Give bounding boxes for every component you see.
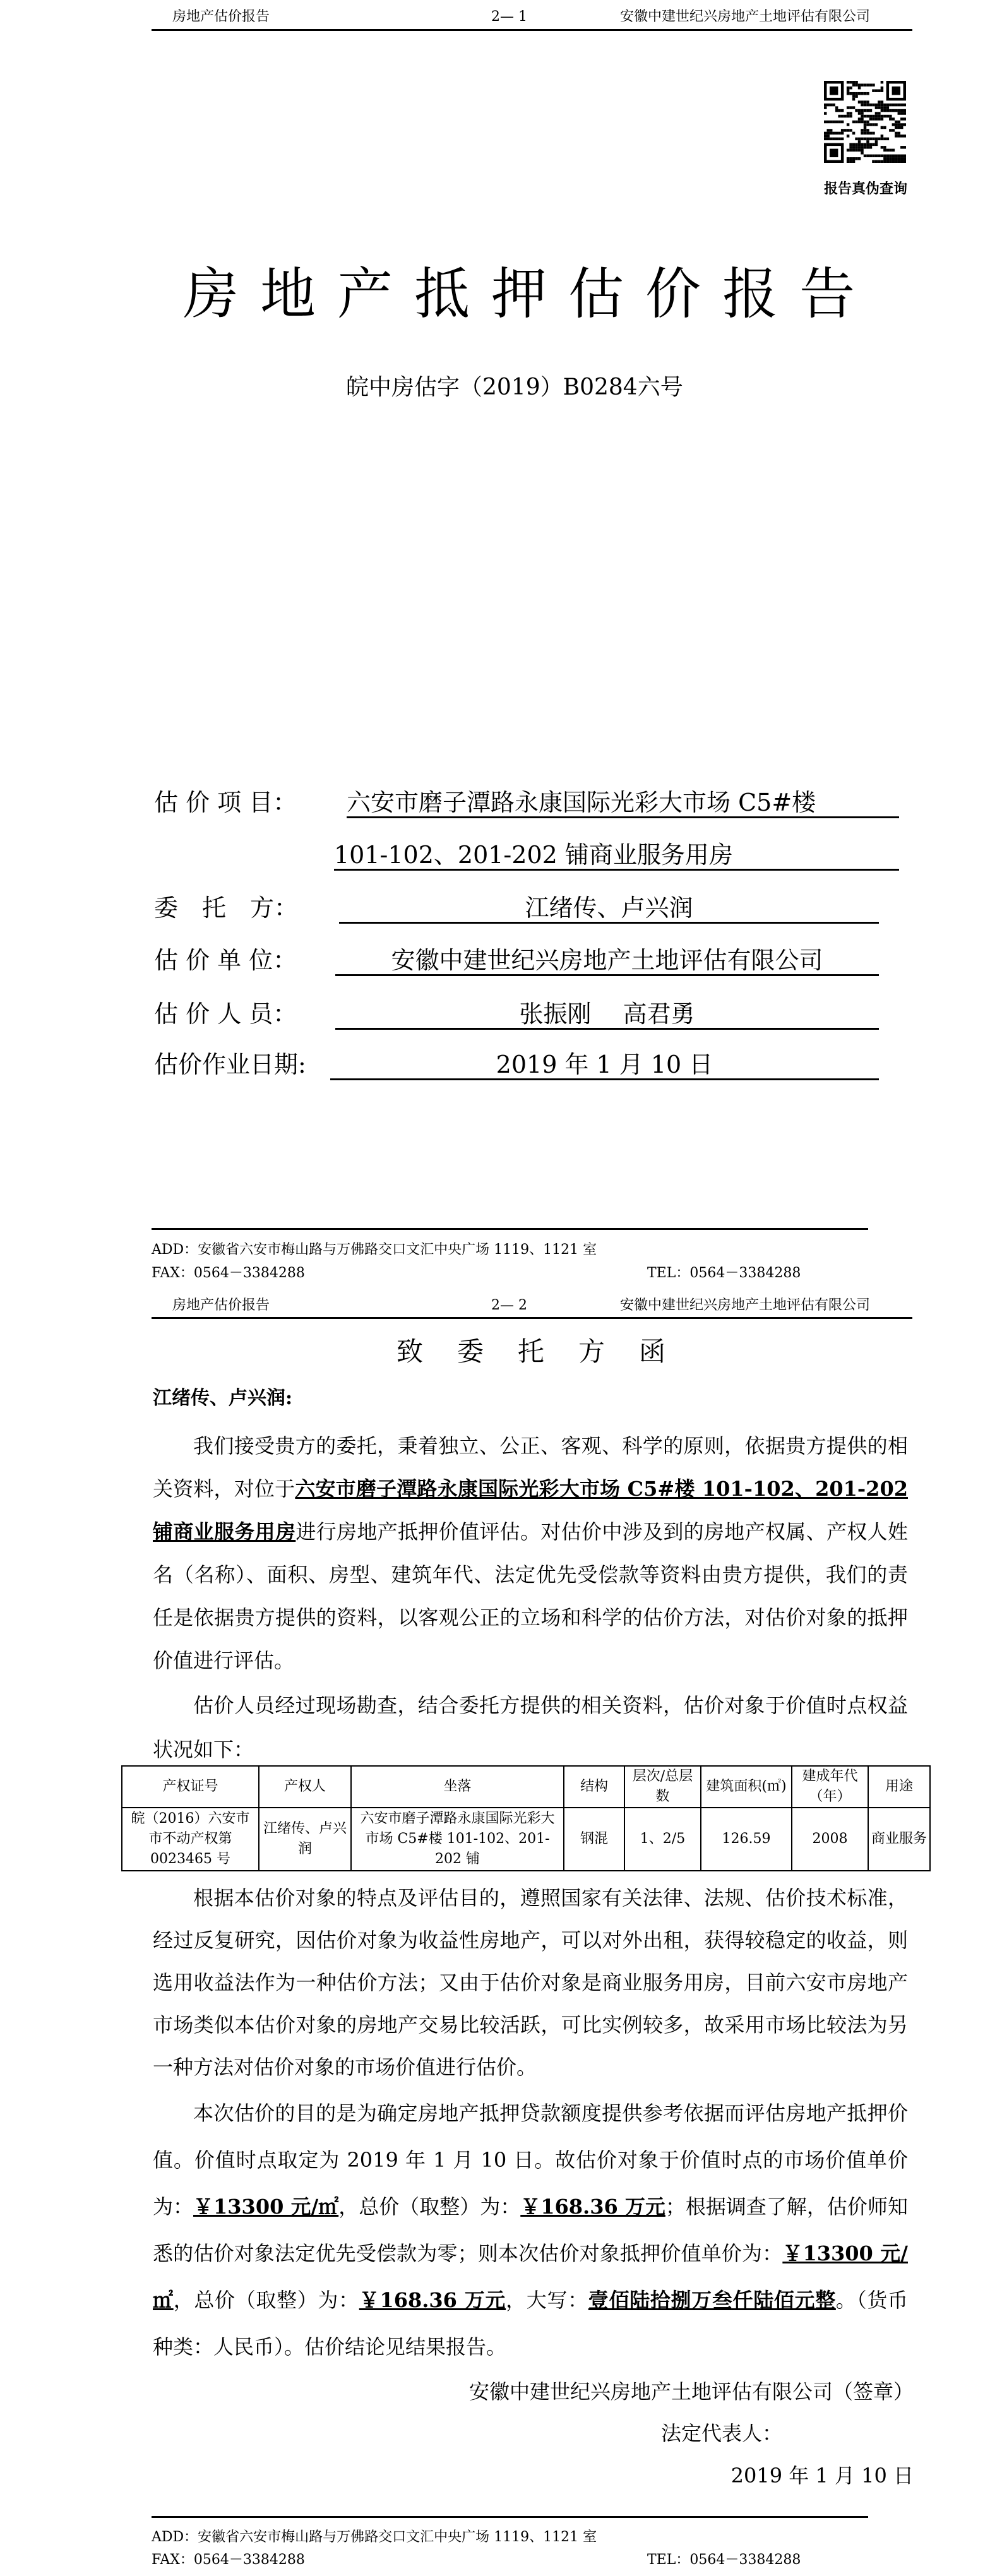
mortgage-unit-price: ￥13300 元/㎡ [153, 2241, 908, 2312]
table-header: 建筑面积(㎡) [701, 1766, 792, 1808]
table-header: 结构 [564, 1766, 624, 1808]
field-value-appraiser-org: 安徽中建世纪兴房地产土地评估有限公司 [335, 946, 879, 976]
table-cell: 126.59 [701, 1808, 792, 1871]
header-company: 安徽中建世纪兴房地产土地评估有限公司 [620, 1297, 871, 1313]
paragraph-methods: 根据本估价对象的特点及评估目的，遵照国家有关法律、法规、估价技术标准，经过反复研究，因估价对象为收益性房地产，可以对外出租，获得较稳定的收益，则选用收益法作为一种估价方法；又由于估价对象是商业服务用房，目前六安市房地产市场类似本估价对象的房地产交易比较活跃，可比实例较多，故采用市场比较法为另一种方法对估价对象的市场价值进行估价。 [153, 1886, 908, 2079]
table-cell: 1、2/5 [624, 1808, 701, 1871]
footer-tel: TEL：0564－3384288 [647, 2552, 801, 2568]
field-label-appraiser-org: 估 价 单 位： [154, 946, 297, 974]
report-number: 皖中房估字（2019）B0284六号 [346, 374, 683, 400]
signature-legal-rep: 法定代表人： [661, 2421, 783, 2445]
table-header: 产权人 [259, 1766, 351, 1808]
table-header-row [122, 1766, 930, 1808]
footer-address: ADD：安徽省六安市梅山路与万佛路交口文汇中央广场 1119、1121 室 [152, 2529, 597, 2545]
footer-rule [152, 1228, 868, 1230]
signature-date: 2019 年 1 月 10 日 [731, 2464, 914, 2488]
total-in-words: 壹佰陆拾捌万叁仟陆佰元整 [588, 2288, 836, 2312]
field-value-project-line1: 六安市磨子潭路永康国际光彩大市场 C5#楼 [347, 789, 899, 818]
mortgage-total-price: ￥168.36 万元 [359, 2288, 506, 2312]
table-cell: 江绪传、卢兴润 [259, 1808, 351, 1871]
footer-tel: TEL：0564－3384288 [647, 1265, 801, 1281]
table-cell: 2008 [792, 1808, 868, 1871]
table-header: 坐落 [351, 1766, 564, 1808]
field-value-project-line2: 101-102、201-202 铺商业服务用房 [334, 841, 899, 871]
letter-title: 致委托方函 [397, 1336, 700, 1367]
field-label-project: 估 价 项 目： [154, 789, 297, 816]
table-header: 用途 [868, 1766, 930, 1808]
table-header: 产权证号 [122, 1766, 259, 1808]
table-cell: 六安市磨子潭路永康国际光彩大市场 C5#楼 101-102、201-202 铺 [351, 1808, 564, 1871]
field-label-date: 估价作业日期: [154, 1051, 306, 1078]
field-value-appraisers: 张振刚 高君勇 [335, 1000, 879, 1030]
paragraph-inspection: 估价人员经过现场勘查，结合委托方提供的相关资料，估价对象于价值时点权益状况如下： [153, 1693, 908, 1762]
paragraph-commission: 我们接受贵方的委托，秉着独立、公正、客观、科学的原则，依据贵方提供的相关资料，对位于六安市磨子潭路永康国际光彩大市场 C5#楼 101-102、201-202 铺商业服务用房进行房地产抵押价值评估。对估价中涉及到的房地产权属、产权人姓名（名称）、面积、房型、建筑年代、法定优先受偿款等资料由贵方提供，我们的责任是依据贵方提供的资料，以客观公正的立场和科学的估价方法，对估价对象的抵押价值进行评估。 [153, 1434, 908, 1673]
footer-address: ADD：安徽省六安市梅山路与万佛路交口文汇中央广场 1119、1121 室 [152, 1242, 597, 1258]
table-header: 层次/总层数 [624, 1766, 701, 1808]
table-header: 建成年代（年） [792, 1766, 868, 1808]
header-page-number: 2— 2 [491, 1297, 527, 1313]
signature-company: 安徽中建世纪兴房地产土地评估有限公司（签章） [468, 2380, 914, 2404]
field-value-date: 2019 年 1 月 10 日 [330, 1051, 879, 1080]
property-info-table [121, 1765, 931, 1871]
header-rule [152, 1317, 912, 1319]
field-value-client: 江绪传、卢兴润 [339, 894, 879, 924]
market-unit-price: ￥13300 元/㎡ [193, 2195, 339, 2219]
header-page-number: 2— 1 [491, 9, 527, 25]
table-cell: 钢混 [564, 1808, 624, 1871]
qr-code-icon[interactable] [824, 81, 906, 163]
property-address-highlight: 六安市磨子潭路永康国际光彩大市场 C5#楼 101-102、201-202 铺商业服务用房 [153, 1477, 908, 1544]
table-cell: 商业服务 [868, 1808, 930, 1871]
header-company: 安徽中建世纪兴房地产土地评估有限公司 [620, 9, 871, 25]
qr-caption: 报告真伪查询 [824, 181, 908, 197]
report-title: 房地产抵押估价报告 [183, 261, 877, 326]
field-label-client: 委 托 方： [154, 894, 299, 922]
footer-fax: FAX：0564－3384288 [152, 2552, 305, 2568]
footer-rule [152, 2516, 868, 2518]
header-rule [152, 29, 912, 31]
table-row [122, 1808, 930, 1871]
table-cell: 皖（2016）六安市市不动产权第0023465 号 [122, 1808, 259, 1871]
paragraph-valuation-result: 本次估价的目的是为确定房地产抵押贷款额度提供参考依据而评估房地产抵押价值。价值时点取定为 2019 年 1 月 10 日。故估价对象于价值时点的市场价值单价为：￥13300 元/㎡，总价（取整）为：￥168.36 万元；根据调查了解，估价师知悉的估价对象法定优先受偿款为零；则本次估价对象抵押价值单价为：￥13300 元/㎡，总价（取整）为：￥168.36 万元，大写：壹佰陆拾捌万叁仟陆佰元整。（货币种类：人民币）。估价结论见结果报告。 [153, 2101, 908, 2359]
field-label-appraisers: 估 价 人 员： [154, 1000, 297, 1028]
header-title: 房地产估价报告 [172, 9, 270, 25]
market-total-price: ￥168.36 万元 [520, 2195, 665, 2219]
header-title: 房地产估价报告 [172, 1297, 270, 1313]
letter-salutation: 江绪传、卢兴润: [153, 1387, 293, 1409]
footer-fax: FAX：0564－3384288 [152, 1265, 305, 1281]
